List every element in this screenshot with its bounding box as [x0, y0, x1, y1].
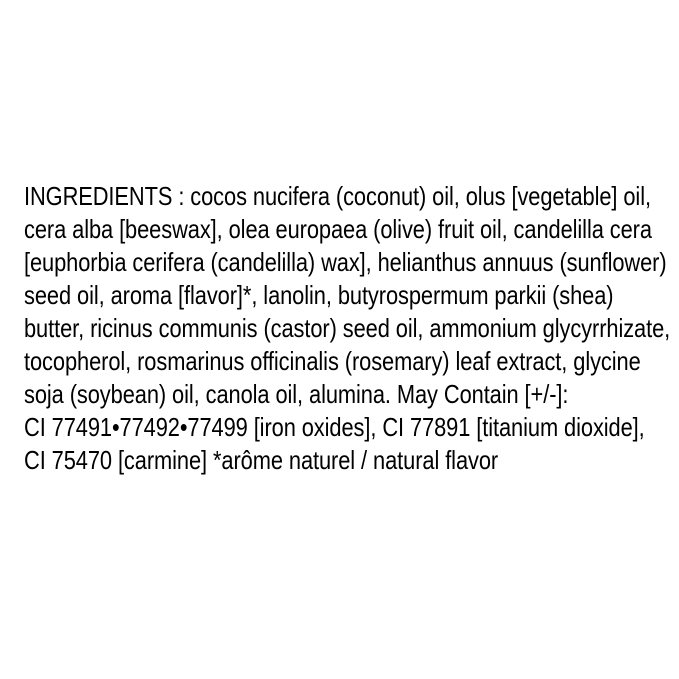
ingredients-line-text: [euphorbia cerifera (candelilla) wax], helianthus annuus (sunflower) [24, 247, 667, 277]
ingredients-line [24, 378, 679, 411]
ingredients-text-block [24, 180, 679, 477]
ingredients-line [24, 279, 679, 312]
ingredients-line [24, 411, 679, 444]
ingredients-line [24, 345, 679, 378]
ingredients-line-text: cera alba [beeswax], olea europaea (olive) fruit oil, candelilla cera [24, 214, 652, 244]
ingredients-line [24, 312, 679, 345]
ingredients-line [24, 246, 679, 279]
ingredients-line-text: seed oil, aroma [flavor]*, lanolin, butyrospermum parkii (shea) [24, 280, 614, 310]
ingredients-line-text: INGREDIENTS : cocos nucifera (coconut) oil, olus [vegetable] oil, [24, 181, 651, 211]
ingredients-line-text: CI 77491•77492•77499 [iron oxides], CI 77891 [titanium dioxide], [24, 412, 645, 442]
ingredients-line [24, 180, 679, 213]
ingredients-line-text: CI 75470 [carmine] *arôme naturel / natural flavor [24, 445, 499, 475]
ingredients-line-text: soja (soybean) oil, canola oil, alumina. May Contain [+/-]: [24, 379, 569, 409]
ingredients-line-text: butter, ricinus communis (castor) seed oil, ammonium glycyrrhizate, [24, 313, 671, 343]
ingredients-line [24, 444, 679, 477]
ingredients-line [24, 213, 679, 246]
ingredients-line-text: tocopherol, rosmarinus officinalis (rosemary) leaf extract, glycine [24, 346, 641, 376]
